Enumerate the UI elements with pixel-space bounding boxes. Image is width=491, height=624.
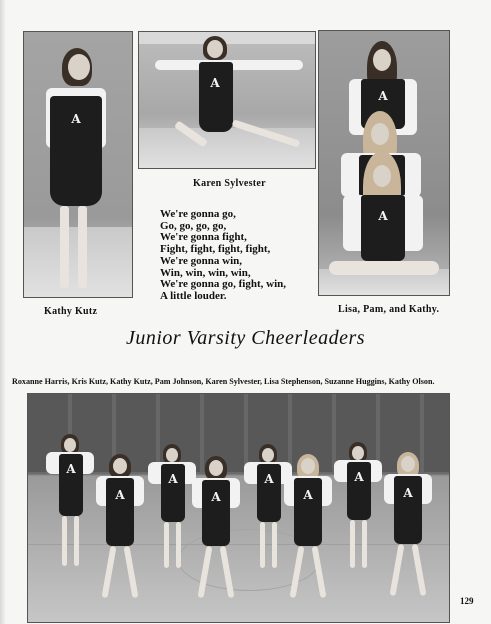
caption-karen-sylvester: Karen Sylvester: [193, 178, 266, 189]
cheerleader-figure: [92, 454, 148, 604]
uniform-letter: A: [303, 488, 313, 502]
uniform-letter: A: [210, 76, 220, 90]
chant-line: We're gonna win,: [160, 254, 243, 267]
page-edge-shadow: [0, 0, 6, 624]
cheerleader-figure: [319, 31, 449, 295]
chant-line: Go, go, go, go,: [160, 219, 227, 232]
cheerleader-figure: [46, 46, 126, 296]
uniform-letter: A: [378, 89, 388, 103]
cheerleader-figure: [188, 456, 244, 604]
uniform-letter: A: [211, 490, 221, 504]
uniform-letter: A: [168, 472, 178, 486]
caption-kathy-kutz: Kathy Kutz: [44, 306, 98, 317]
chant-line: We're gonna go, fight, win,: [160, 278, 287, 291]
uniform-letter: A: [71, 112, 81, 126]
uniform-letter: A: [264, 472, 274, 486]
uniform-letter: A: [378, 209, 388, 223]
uniform-letter: A: [66, 462, 76, 476]
chant-line: Fight, fight, fight, fight,: [160, 243, 271, 256]
photo-group: [27, 393, 450, 623]
page-title: Junior Varsity Cheerleaders: [125, 327, 366, 349]
cheerleader-figure: [380, 452, 436, 602]
roster-names: Roxanne Harris, Kris Kutz, Kathy Kutz, Pam Johnson, Karen Sylvester, Lisa Stephenson, Suzanne Huggins, Kathy Olson.: [12, 377, 435, 386]
chant-line: Win, win, win, win,: [160, 266, 251, 279]
photo-kathy-kutz: [23, 31, 133, 298]
cheer-chant: [160, 209, 286, 303]
caption-lisa-pam-kathy: Lisa, Pam, and Kathy.: [338, 304, 440, 315]
cheerleader-figure: [280, 454, 336, 604]
chant-line: We're gonna fight,: [160, 231, 247, 244]
uniform-letter: A: [354, 470, 364, 484]
uniform-letter: A: [115, 488, 125, 502]
cheerleader-figure: [139, 32, 315, 168]
chant-line: A little louder.: [160, 289, 227, 302]
page-number: 129: [460, 596, 474, 606]
photo-lisa-pam-kathy: [318, 30, 450, 296]
chant-line: We're gonna go,: [160, 208, 236, 220]
cheerleader-figure: [334, 442, 384, 574]
cheerleader-figure: [46, 434, 96, 574]
photo-karen-sylvester: [138, 31, 316, 169]
uniform-letter: A: [403, 486, 413, 500]
